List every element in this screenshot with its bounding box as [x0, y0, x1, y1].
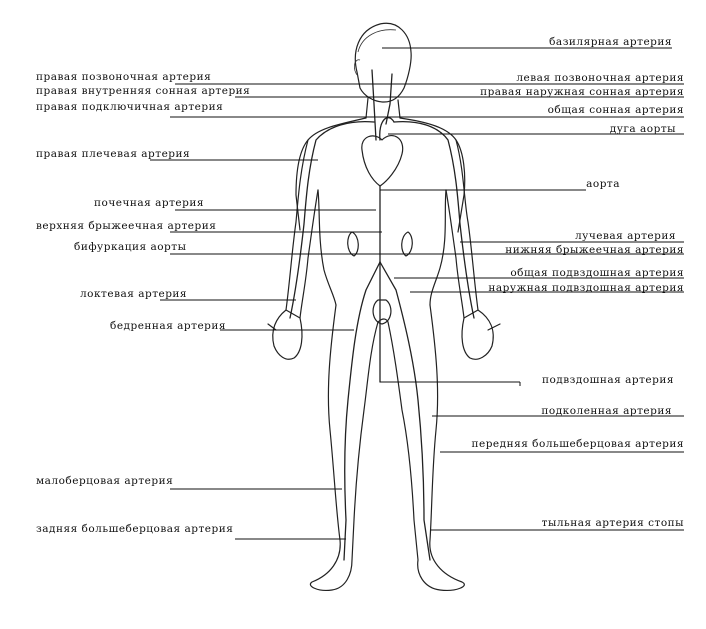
label-right-external-carotid-artery: правая наружная сонная артерия: [480, 86, 684, 98]
label-radial-artery: лучевая артерия: [575, 230, 676, 242]
label-common-carotid-artery: общая сонная артерия: [547, 104, 684, 116]
label-dorsal-foot-artery: тыльная артерия стопы: [541, 517, 684, 529]
label-renal-artery: почечная артерия: [94, 197, 204, 209]
label-popliteal-artery: подколенная артерия: [541, 405, 672, 417]
label-anterior-tibial-artery: передняя большеберцовая артерия: [471, 438, 684, 450]
label-aorta: аорта: [586, 178, 620, 190]
label-iliac-artery: подвздошная артерия: [541, 374, 674, 386]
label-aortic-bifurcation: бифуркация аорты: [74, 241, 187, 253]
label-femoral-artery: бедренная артерия: [110, 320, 227, 332]
label-right-subclavian-artery: правая подключичная артерия: [36, 101, 224, 113]
label-aortic-arch: дуга аорты: [609, 123, 676, 135]
label-superior-mesenteric-artery: верхняя брыжеечная артерия: [36, 220, 217, 232]
label-ulnar-artery: локтевая артерия: [80, 288, 188, 300]
label-right-brachial-artery: правая плечевая артерия: [36, 148, 191, 160]
label-posterior-tibial-artery: задняя большеберцовая артерия: [36, 523, 234, 535]
label-left-vertebral-artery: левая позвоночная артерия: [516, 72, 684, 84]
label-right-vertebral-artery: правая позвоночная артерия: [36, 71, 212, 83]
label-peroneal-artery: малоберцовая артерия: [36, 475, 174, 487]
label-basilar-artery: базилярная артерия: [549, 36, 672, 48]
label-common-iliac-artery: общая подвздошная артерия: [510, 267, 684, 279]
label-right-internal-carotid-artery: правая внутренняя сонная артерия: [36, 85, 251, 97]
label-inferior-mesenteric-artery: нижняя брыжеечная артерия: [505, 244, 684, 256]
label-external-iliac-artery: наружная подвздошная артерия: [488, 282, 684, 294]
